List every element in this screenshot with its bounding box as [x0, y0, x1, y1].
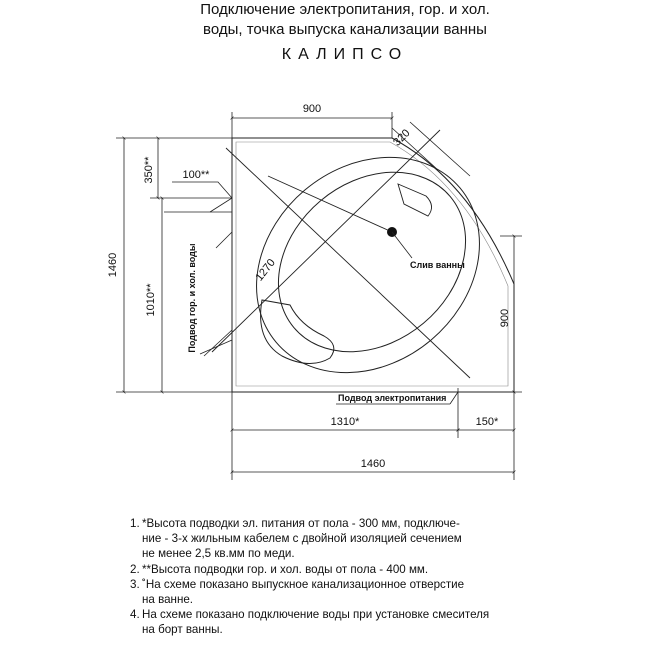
- power-supply-label: Подвод электропитания: [338, 393, 447, 403]
- note-item: [130, 562, 630, 577]
- note-text: ˚На схеме показано выпускное канализационное отверстие на ванне.: [142, 577, 465, 607]
- diagonal-lines: [212, 130, 470, 378]
- dimension-lines: [116, 112, 522, 480]
- model-name: КАЛИПСО: [281, 46, 409, 63]
- dim-left-1460: 1460: [107, 252, 119, 278]
- drain-label: Слив ванны: [410, 260, 465, 270]
- dim-350: 350**: [143, 156, 155, 184]
- note-item: [130, 607, 630, 637]
- note-item: [130, 516, 630, 562]
- note-number: 4.: [130, 608, 140, 622]
- dim-320: 320: [391, 127, 413, 149]
- note-number: 1.: [130, 517, 140, 530]
- water-supply-label: Подвод гор. и хол. воды: [187, 243, 197, 353]
- note-text: **Высота подводки гор. и хол. воды от пола - 400 мм.: [142, 562, 429, 576]
- dim-1310: 1310*: [330, 416, 360, 428]
- dim-100: 100**: [182, 169, 210, 181]
- note-text: *Высота подводки эл. питания от пола - 300 мм, подключе- ние - 3-х жильным кабелем с двойной изоляцией сечением не менее 2,5 кв.мм по меди.: [142, 517, 462, 561]
- note-text: На схеме показано подключение воды при установке смесителя на борт ванны.: [142, 608, 490, 637]
- title-line-2: воды, точка выпуска канализации ванны: [203, 21, 487, 38]
- title-line-1: Подключение электропитания, гор. и хол.: [200, 1, 490, 18]
- notes-list: [130, 516, 630, 638]
- dim-bottom-1460: 1460: [360, 458, 386, 470]
- note-number: 3.: [130, 577, 140, 591]
- note-number: 2.: [130, 562, 140, 576]
- dim-1270: 1270: [253, 256, 278, 284]
- dim-top-900: 900: [302, 103, 322, 115]
- dim-150: 150*: [475, 416, 499, 428]
- drain-marker: [387, 227, 412, 258]
- dim-right-900: 900: [499, 308, 511, 328]
- note-item: [130, 577, 630, 607]
- bath-bowl: [213, 113, 523, 417]
- dim-1010: 1010**: [145, 283, 157, 317]
